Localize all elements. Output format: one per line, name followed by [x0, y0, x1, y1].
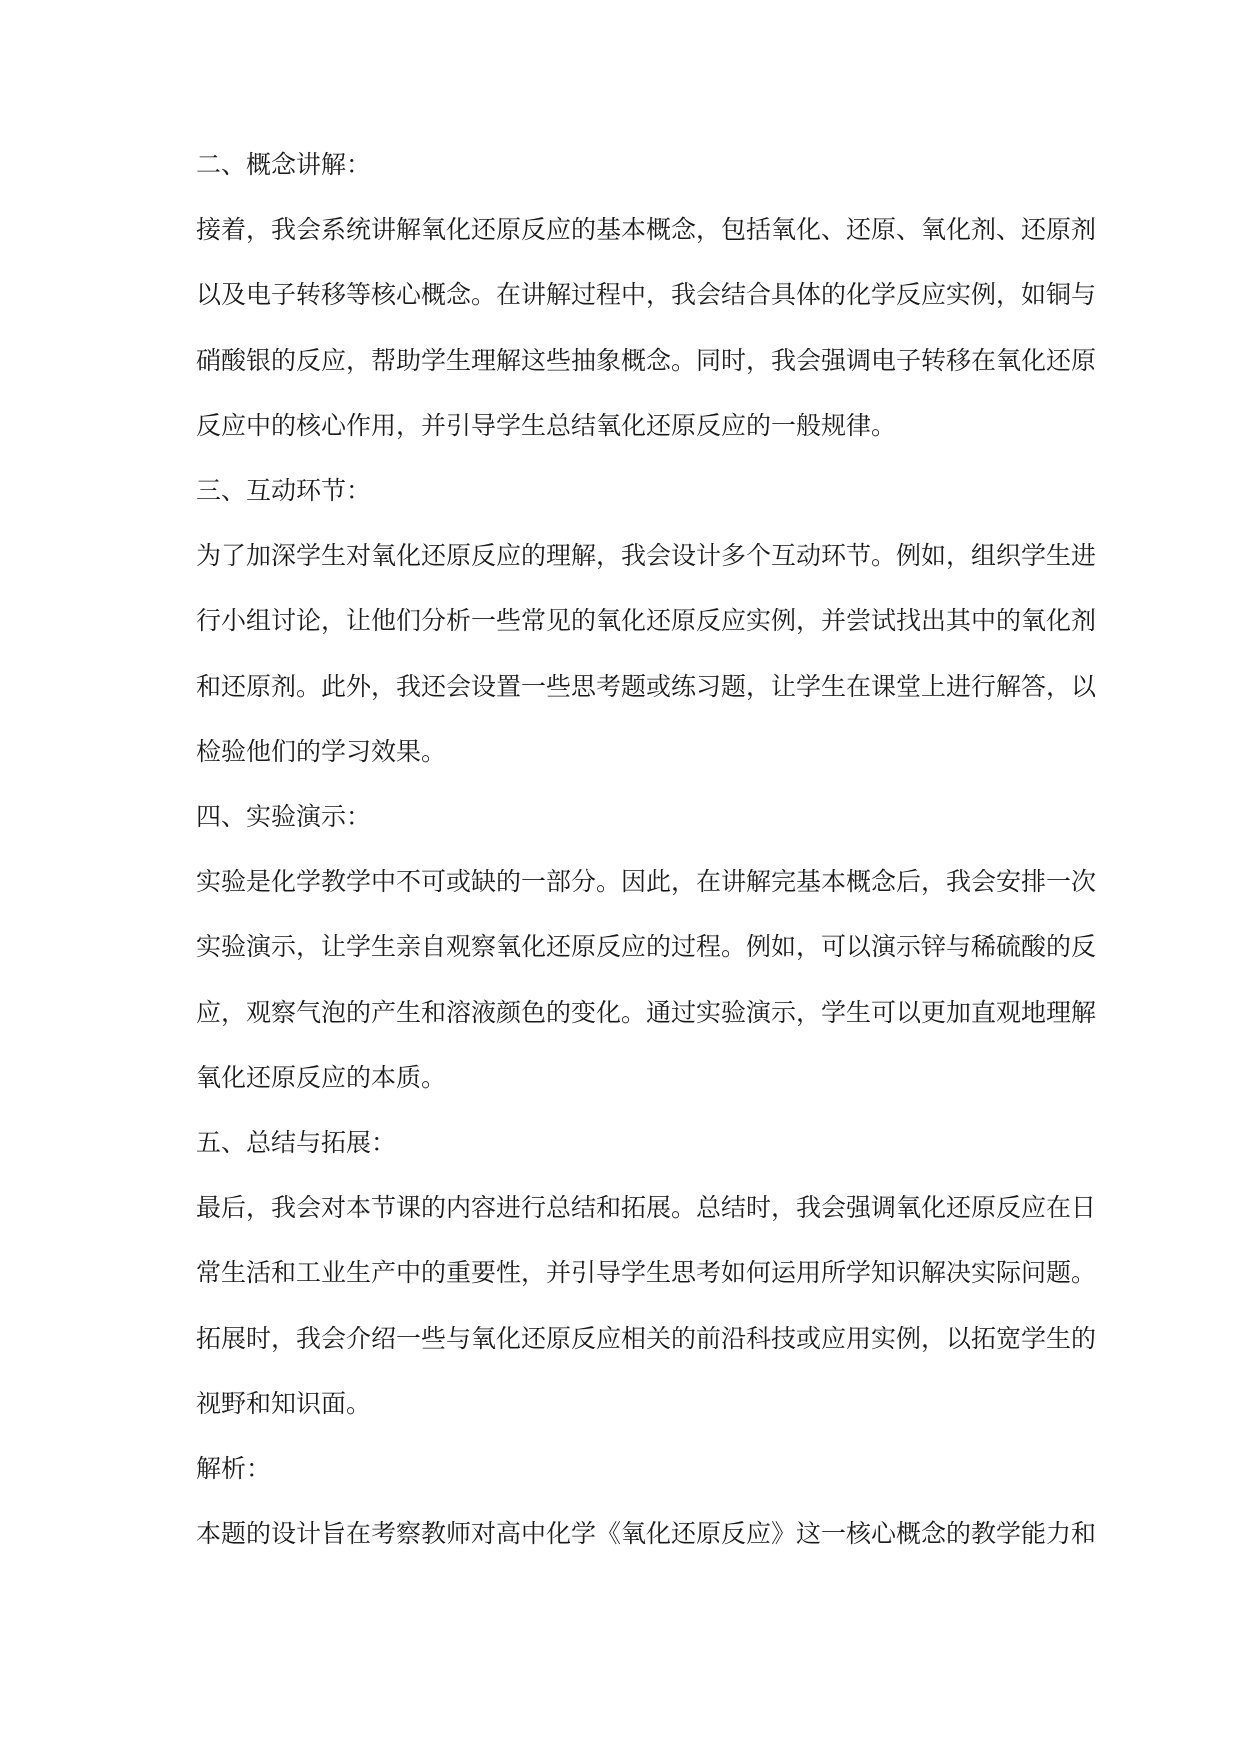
section-heading-summary-extension: 五、总结与拓展：: [196, 1128, 397, 1158]
experiment-demo-paragraph: 实验是化学教学中不可或缺的一部分。因此，在讲解完基本概念后，我会安排一次实验演示，让学生亲自观察氧化还原反应的过程。例如，可以演示锌与稀硫酸的反应，观察气泡的产生和溶液颜色的变化。通过实验演示，学生可以更加直观地理解氧化还原反应的本质。: [196, 867, 1097, 1092]
section-heading-analysis: 解析：: [196, 1454, 272, 1484]
concept-explanation-paragraph: 接着，我会系统讲解氧化还原反应的基本概念，包括氧化、还原、氧化剂、还原剂以及电子转移等核心概念。在讲解过程中，我会结合具体的化学反应实例，如铜与硝酸银的反应，帮助学生理解这些抽象概念。同时，我会强调电子转移在氧化还原反应中的核心作用，并引导学生总结氧化还原反应的一般规律。: [196, 215, 1097, 440]
summary-extension-paragraph: 最后，我会对本节课的内容进行总结和拓展。总结时，我会强调氧化还原反应在日常生活和工业生产中的重要性，并引导学生思考如何运用所学知识解决实际问题。拓展时，我会介绍一些与氧化还原反应相关的前沿科技或应用实例，以拓宽学生的视野和知识面。: [196, 1193, 1097, 1418]
section-heading-experiment-demo: 四、实验演示：: [196, 802, 372, 832]
interaction-paragraph: 为了加深学生对氧化还原反应的理解，我会设计多个互动环节。例如，组织学生进行小组讨论，让他们分析一些常见的氧化还原反应实例，并尝试找出其中的氧化剂和还原剂。此外，我还会设置一些思考题或练习题，让学生在课堂上进行解答，以检验他们的学习效果。: [196, 541, 1097, 766]
analysis-paragraph: 本题的设计旨在考察教师对高中化学《氧化还原反应》这一核心概念的教学能力和: [196, 1519, 1097, 1549]
section-heading-concept-explanation: 二、概念讲解：: [196, 150, 372, 179]
document-body: [196, 132, 1096, 1566]
section-heading-interaction: 三、互动环节：: [196, 476, 372, 506]
